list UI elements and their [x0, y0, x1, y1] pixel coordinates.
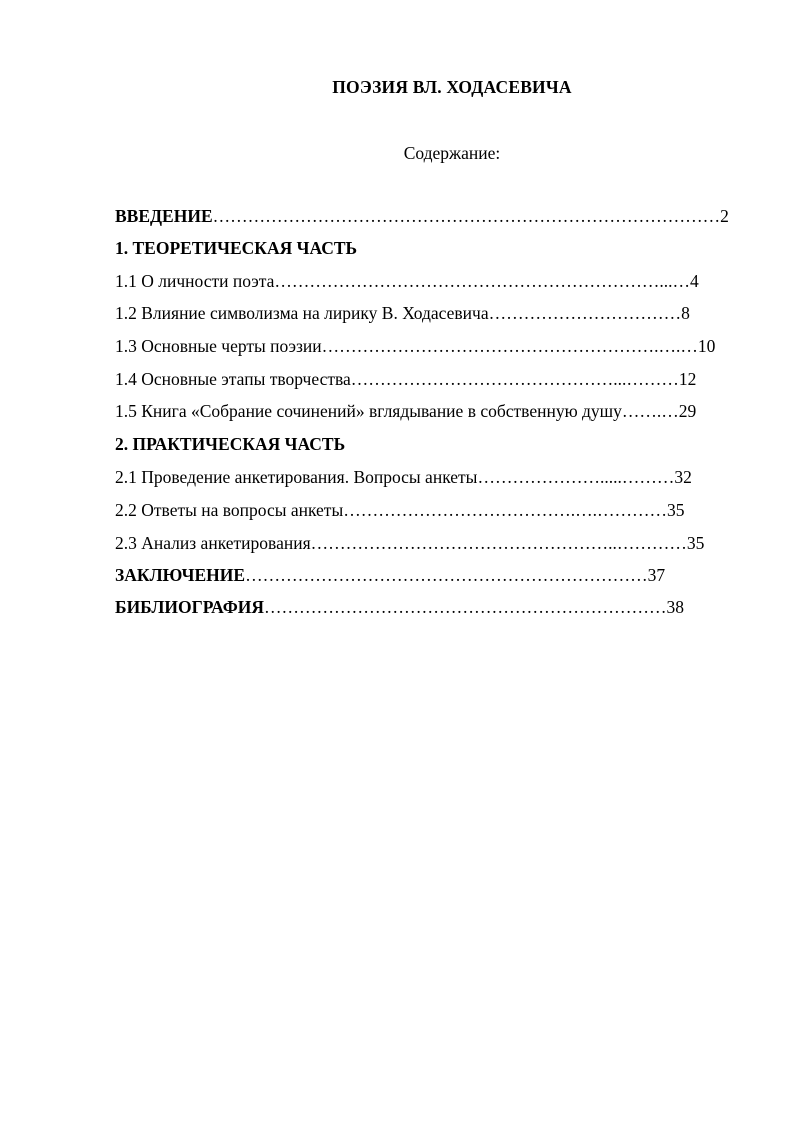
- toc-entry-label: 1.1 О личности поэта: [115, 271, 275, 291]
- toc-page-number: 10: [697, 336, 716, 356]
- toc-leader-dots: ………………………………….….…………: [343, 500, 667, 520]
- toc-entry: [115, 203, 729, 229]
- toc-entry-label: 1.3 Основные черты поэзии: [115, 336, 322, 356]
- toc-entry: [115, 300, 690, 326]
- toc-entry-label: 1.5 Книга «Собрание сочинений» вглядывание в собственную душу: [115, 401, 622, 421]
- toc-entry: [115, 235, 357, 261]
- toc-page-number: 38: [666, 597, 684, 617]
- toc-heading: Содержание:: [403, 143, 501, 163]
- toc-leader-dots: ……………………………………………………………: [245, 565, 648, 585]
- toc-page-number: 37: [647, 565, 666, 585]
- toc-entry-label: 1.2 Влияние символизма на лирику В. Ходасевича: [115, 303, 489, 323]
- toc-entry: [115, 562, 665, 588]
- toc-entry: [115, 333, 715, 359]
- toc-entry: [115, 594, 684, 620]
- toc-leader-dots: …………………………………………………………...…: [274, 271, 690, 291]
- toc-page-number: 4: [689, 271, 699, 291]
- toc-leader-dots: ……………………………………………………………………………: [212, 206, 721, 226]
- toc-entry: [115, 464, 692, 490]
- toc-entry-label: ВВЕДЕНИЕ: [115, 206, 213, 226]
- toc-entry: [115, 431, 345, 457]
- document-title: ПОЭЗИЯ ВЛ. ХОДАСЕВИЧА: [332, 77, 572, 97]
- toc-entry: [115, 398, 696, 424]
- toc-leader-dots: ………………………………………………….….…: [321, 336, 698, 356]
- toc-leader-dots: ……………………………………………………………: [263, 597, 667, 617]
- toc-entry: [115, 268, 699, 294]
- toc-entry-label: 2. ПРАКТИЧЕСКАЯ ЧАСТЬ: [115, 434, 346, 454]
- toc-entry-label: 2.3 Анализ анкетирования: [115, 533, 311, 553]
- toc-page-number: 32: [674, 467, 692, 487]
- toc-entry: [115, 497, 684, 523]
- toc-page-number: 29: [678, 401, 697, 421]
- toc-page-number: 35: [686, 533, 705, 553]
- toc-entry: [115, 366, 696, 392]
- toc-entry-label: БИБЛИОГРАФИЯ: [115, 597, 264, 617]
- toc-page-number: 35: [666, 500, 685, 520]
- toc-leader-dots: …….…: [621, 401, 679, 421]
- toc-leader-dots: ……………………………: [488, 303, 682, 323]
- toc-entry-label: 2.2 Ответы на вопросы анкеты: [115, 500, 344, 520]
- toc-page-number: 2: [720, 206, 729, 226]
- toc-entry-label: 1. ТЕОРЕТИЧЕСКАЯ ЧАСТЬ: [115, 238, 358, 258]
- toc-entry-label: 2.1 Проведение анкетирования. Вопросы анкеты: [115, 467, 478, 487]
- toc-page-number: 8: [681, 303, 690, 323]
- toc-page-number: 12: [678, 369, 697, 389]
- toc-leader-dots: ………………………………………...………: [350, 369, 679, 389]
- toc-entry: [115, 530, 704, 556]
- toc-entry-label: ЗАКЛЮЧЕНИЕ: [115, 565, 246, 585]
- toc-leader-dots: ………………….....………: [477, 467, 675, 487]
- toc-entry-label: 1.4 Основные этапы творчества: [115, 369, 351, 389]
- toc-leader-dots: ……………………………………………..…………: [310, 533, 687, 553]
